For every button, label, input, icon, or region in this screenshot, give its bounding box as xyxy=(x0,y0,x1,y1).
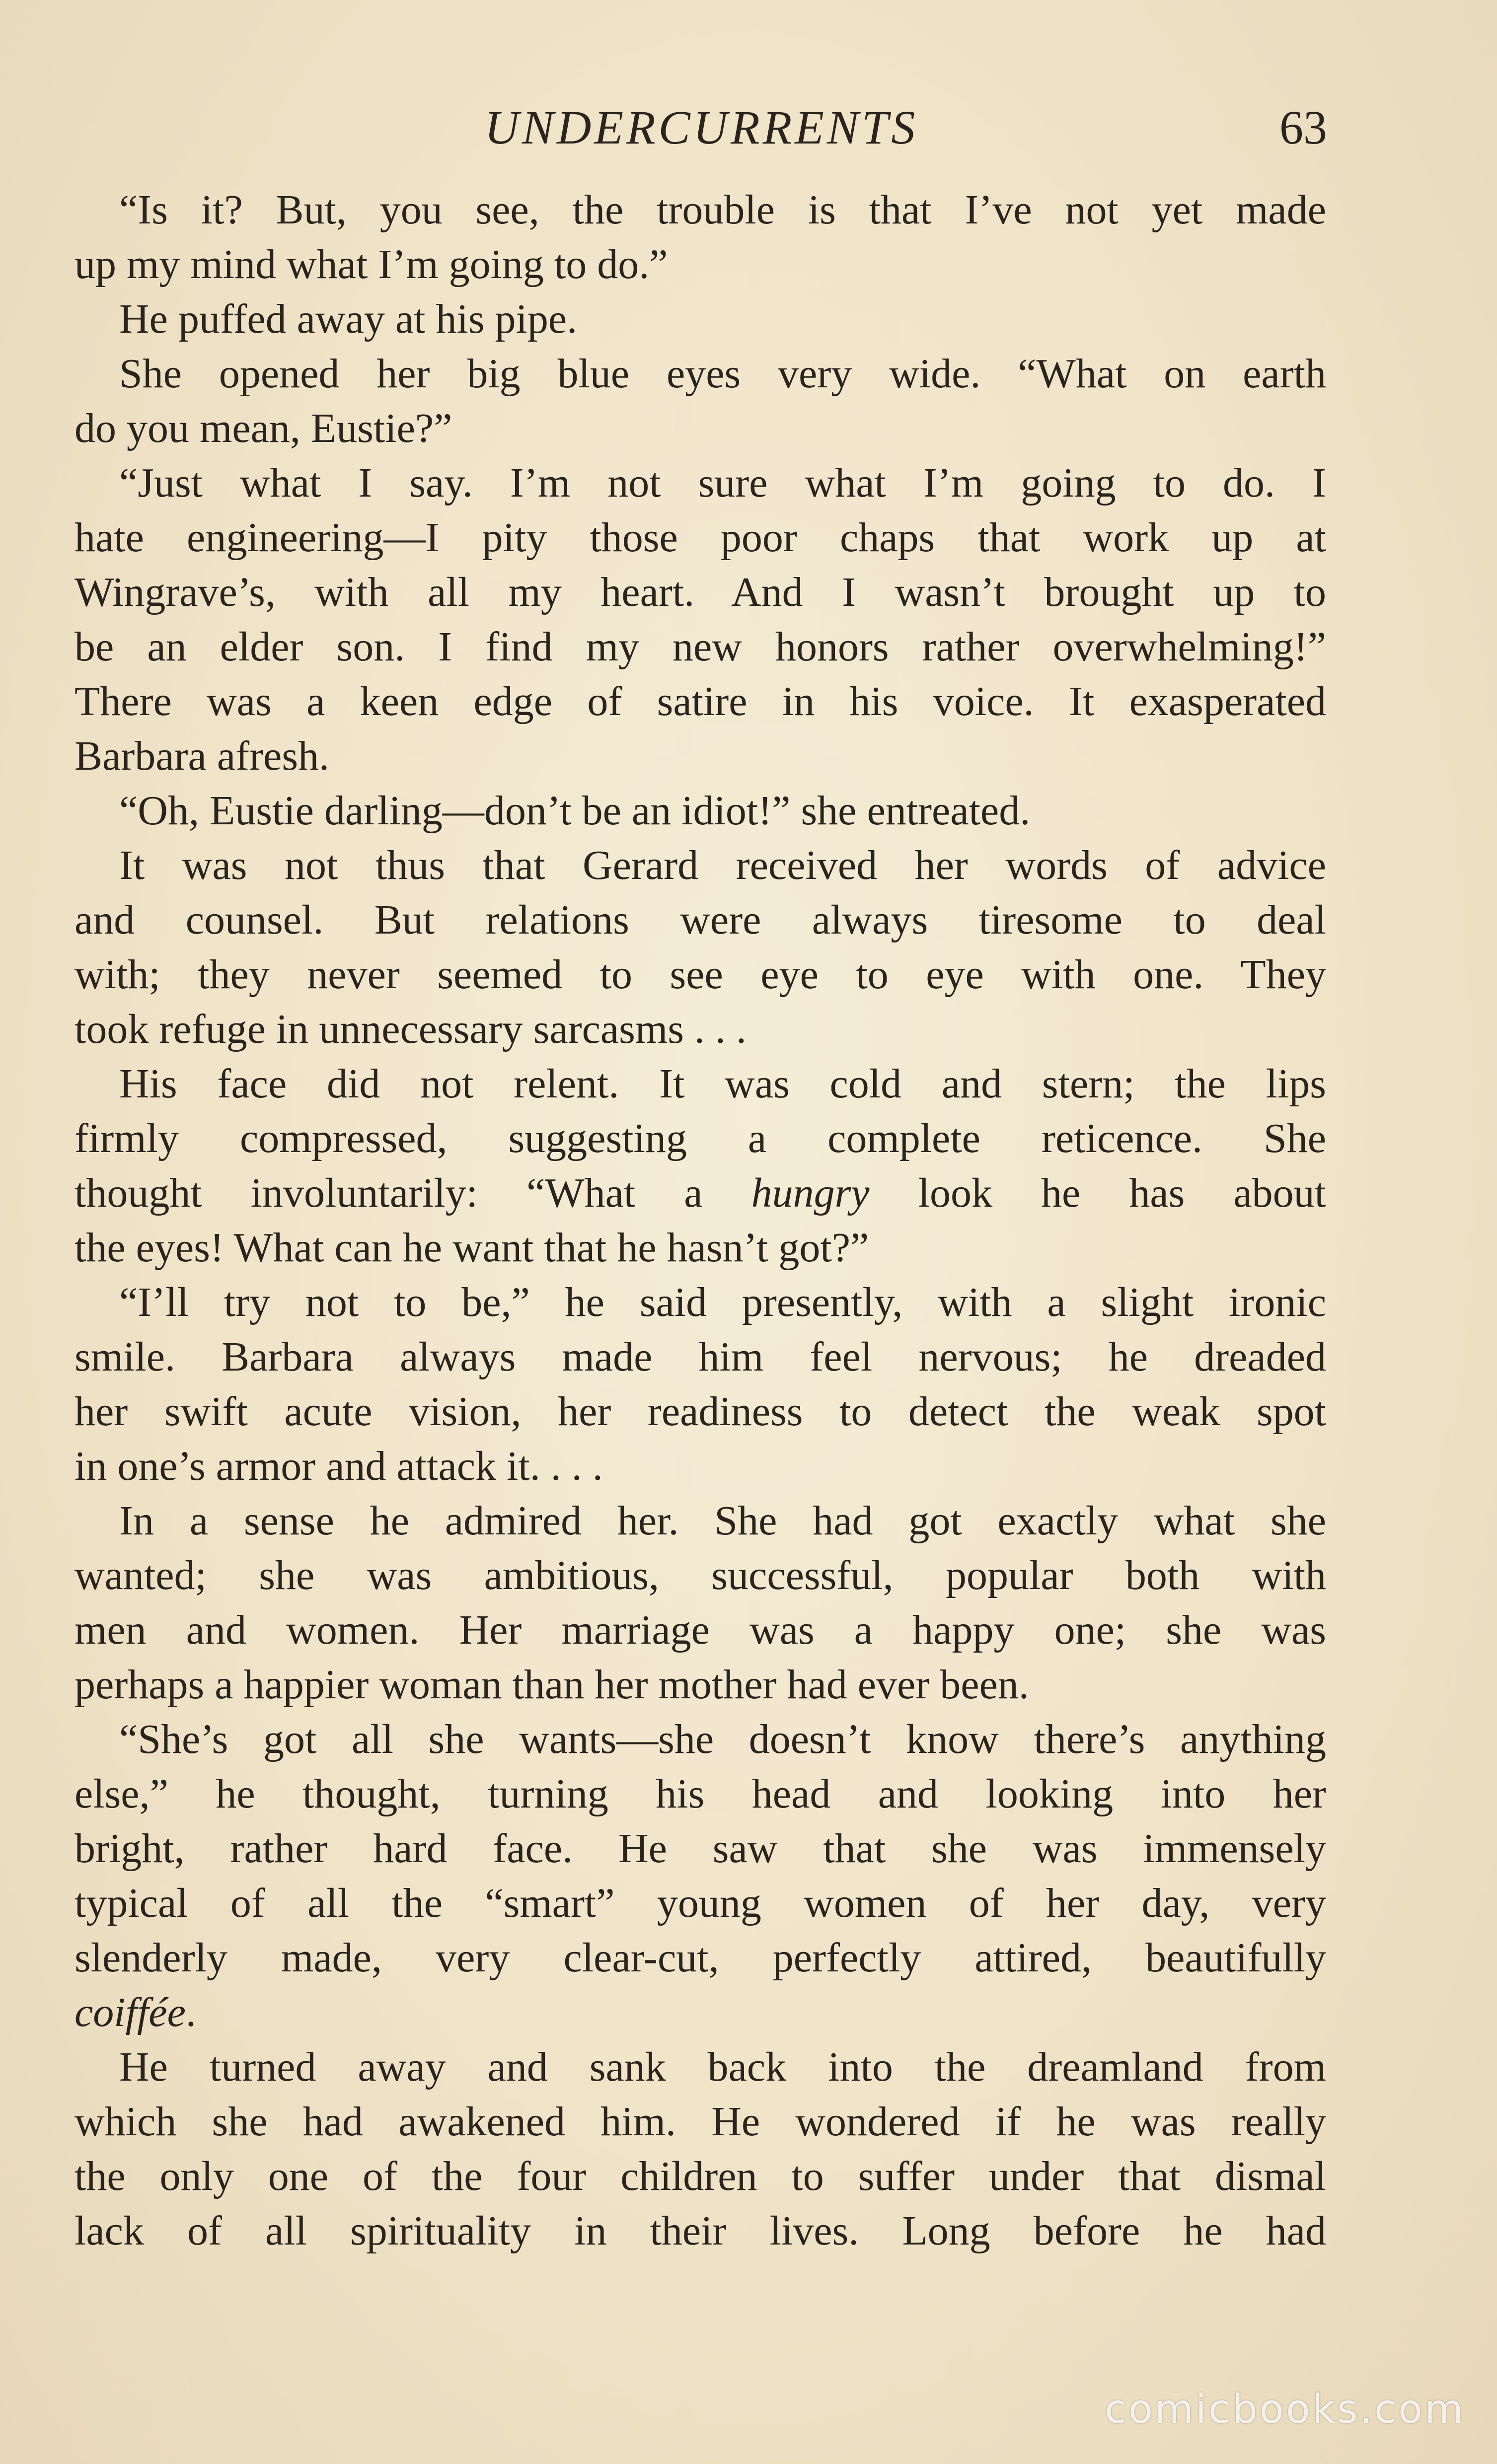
text-line: “She’s got all she wants—she doesn’t know there’s anything xyxy=(119,1716,1326,1762)
page-header xyxy=(75,90,1327,165)
text-line: in one’s armor and attack it. . . . xyxy=(75,1443,603,1489)
text-line: be an elder son. I find my new honors rather overwhelming!” xyxy=(75,624,1326,670)
text-line: her swift acute vision, her readiness to detect the weak spot xyxy=(75,1388,1326,1435)
text-line: Wingrave’s, with all my heart. And I wasn’t brought up to xyxy=(75,569,1326,615)
text-line: up my mind what I’m going to do.” xyxy=(75,241,668,288)
text-line: His face did not relent. It was cold and stern; the lips xyxy=(119,1061,1326,1107)
text-line: and counsel. But relations were always tiresome to deal xyxy=(75,897,1326,943)
text-line: men and women. Her marriage was a happy one; she was xyxy=(75,1607,1326,1653)
text-line: There was a keen edge of satire in his voice. It exasperated xyxy=(75,678,1326,725)
text-line: “I’ll try not to be,” he said presently, with a slight ironic xyxy=(119,1279,1326,1325)
text-line: the only one of the four children to suffer under that dismal xyxy=(75,2153,1326,2199)
body-text xyxy=(75,183,1326,2258)
italic-word: hungry xyxy=(751,1170,870,1216)
text-line: smile. Barbara always made him feel nervous; he dreaded xyxy=(75,1334,1326,1380)
text-line: slenderly made, very clear-cut, perfectly attired, beautifully xyxy=(75,1935,1326,1981)
text-line: else,” he thought, turning his head and looking into her xyxy=(75,1771,1326,1817)
text-line: typical of all the “smart” young women of her day, very xyxy=(75,1880,1326,1926)
text-line: He turned away and sank back into the dreamland from xyxy=(119,2044,1326,2090)
text-line: She opened her big blue eyes very wide. “What on earth xyxy=(119,351,1326,397)
text-line: coiffée. xyxy=(75,1989,196,2035)
text-line: “Is it? But, you see, the trouble is that I’ve not yet made xyxy=(119,187,1326,233)
text-line: hate engineering—I pity those poor chaps that work up at xyxy=(75,514,1326,561)
text-line: lack of all spirituality in their lives. Long before he had xyxy=(75,2208,1326,2254)
watermark: comicbooks.com xyxy=(1104,2386,1465,2432)
text-line: do you mean, Eustie?” xyxy=(75,405,452,451)
text-line: It was not thus that Gerard received her words of advice xyxy=(119,842,1326,888)
text-line: In a sense he admired her. She had got exactly what she xyxy=(119,1498,1326,1544)
text-line: He puffed away at his pipe. xyxy=(119,296,578,342)
text-line: with; they never seemed to see eye to eye with one. They xyxy=(75,951,1326,998)
text-line: perhaps a happier woman than her mother had ever been. xyxy=(75,1662,1029,1708)
text-line: bright, rather hard face. He saw that she was immensely xyxy=(75,1825,1326,1872)
text-line: thought involuntarily: “What a hungry look he has about xyxy=(75,1170,1326,1216)
italic-word: coiffée xyxy=(75,1989,186,2035)
text-line: “Oh, Eustie darling—don’t be an idiot!” she entreated. xyxy=(119,788,1031,834)
text-line: Barbara afresh. xyxy=(75,733,330,779)
running-title: UNDERCURRENTS xyxy=(484,101,918,154)
text-line: took refuge in unnecessary sarcasms . . . xyxy=(75,1006,747,1052)
text-line: firmly compressed, suggesting a complete reticence. She xyxy=(75,1115,1326,1161)
text-line: which she had awakened him. He wondered if he was really xyxy=(75,2099,1326,2145)
text-line: the eyes! What can he want that he hasn’t got?” xyxy=(75,1225,869,1271)
text-line: wanted; she was ambitious, successful, popular both with xyxy=(75,1552,1326,1598)
text-line: “Just what I say. I’m not sure what I’m going to do. I xyxy=(119,460,1326,506)
page-number: 63 xyxy=(1279,101,1327,154)
